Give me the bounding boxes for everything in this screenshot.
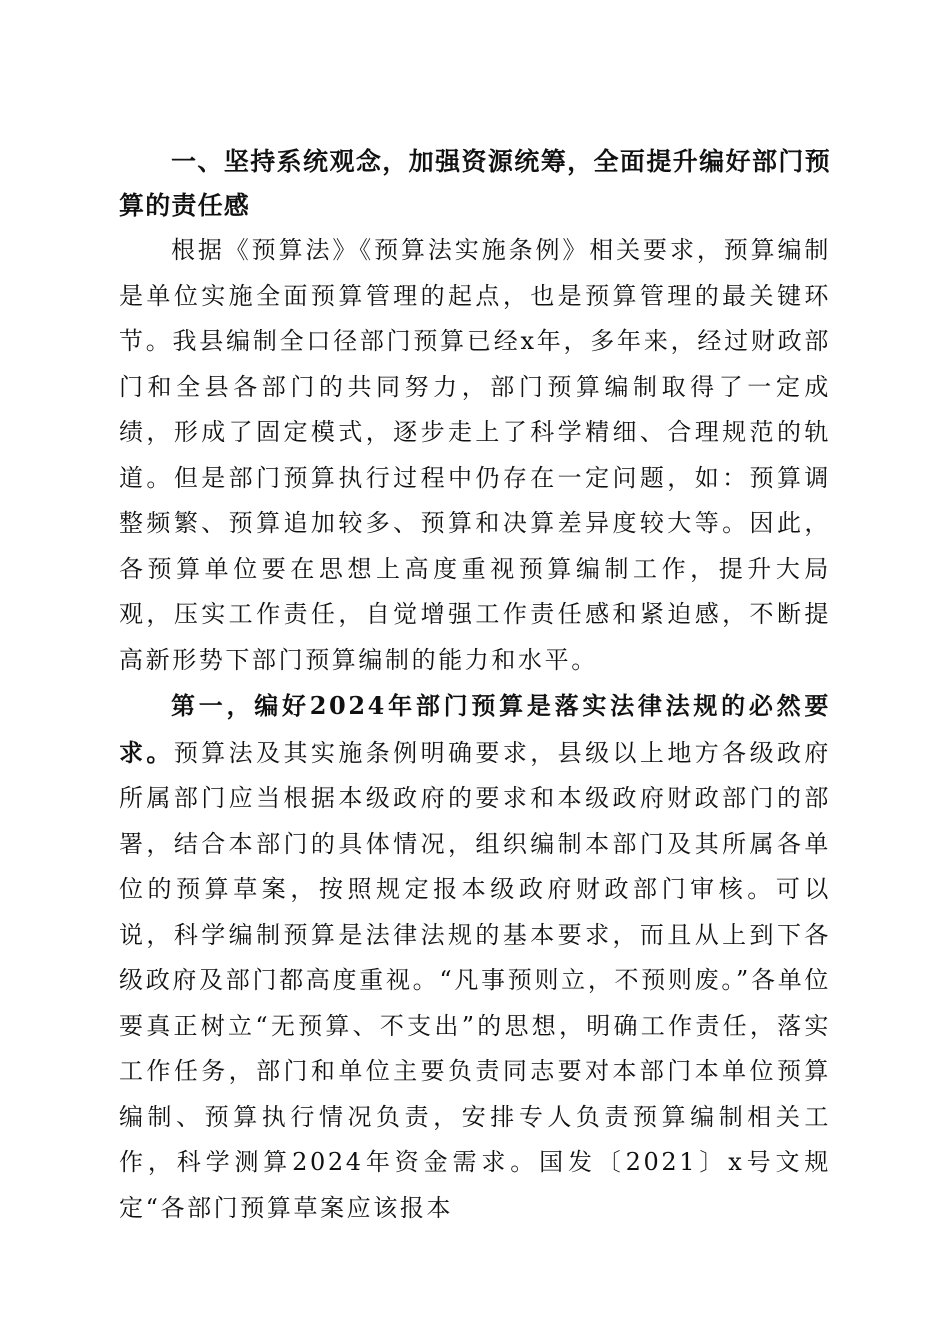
- paragraph-2: [119, 683, 831, 1231]
- paragraph-2-lead: 第一，编好2024年部门预算是落实法律法规的必然要求。: [119, 691, 831, 767]
- paragraph-1: 根据《预算法》《预算法实施条例》相关要求，预算编制是单位实施全面预算管理的起点，也是预算管理的最关键环节。我县编制全口径部门预算已经x年，多年来，经过财政部门和全县各部门的共同努力，部门预算编制取得了一定成绩，形成了固定模式，逐步走上了科学精细、合理规范的轨道。但是部门预算执行过程中仍存在一定问题，如：预算调整频繁、预算追加较多、预算和决算差异度较大等。因此，各预算单位要在思想上高度重视预算编制工作，提升大局观，压实工作责任，自觉增强工作责任感和紧迫感，不断提高新形势下部门预算编制的能力和水平。: [119, 236, 831, 674]
- section-heading: 一、坚持系统观念，加强资源统筹，全面提升编好部门预算的责任感: [119, 147, 831, 220]
- document-body: [119, 140, 831, 1231]
- paragraph-2-body: 预算法及其实施条例明确要求，县级以上地方各级政府所属部门应当根据本级政府的要求和本级政府财政部门的部署，结合本部门的具体情况，组织编制本部门及其所属各单位的预算草案，按照规定报本级政府财政部门审核。可以说，科学编制预算是法律法规的基本要求，而且从上到下各级政府及部门都高度重视。“凡事预则立，不预则废。”各单位要真正树立“无预算、不支出”的思想，明确工作责任，落实工作任务，部门和单位主要负责同志要对本部门本单位预算编制、预算执行情况负责，安排专人负责预算编制相关工作，科学测算2024年资金需求。国发〔2021〕x号文规定“各部门预算草案应该报本: [119, 738, 832, 1222]
